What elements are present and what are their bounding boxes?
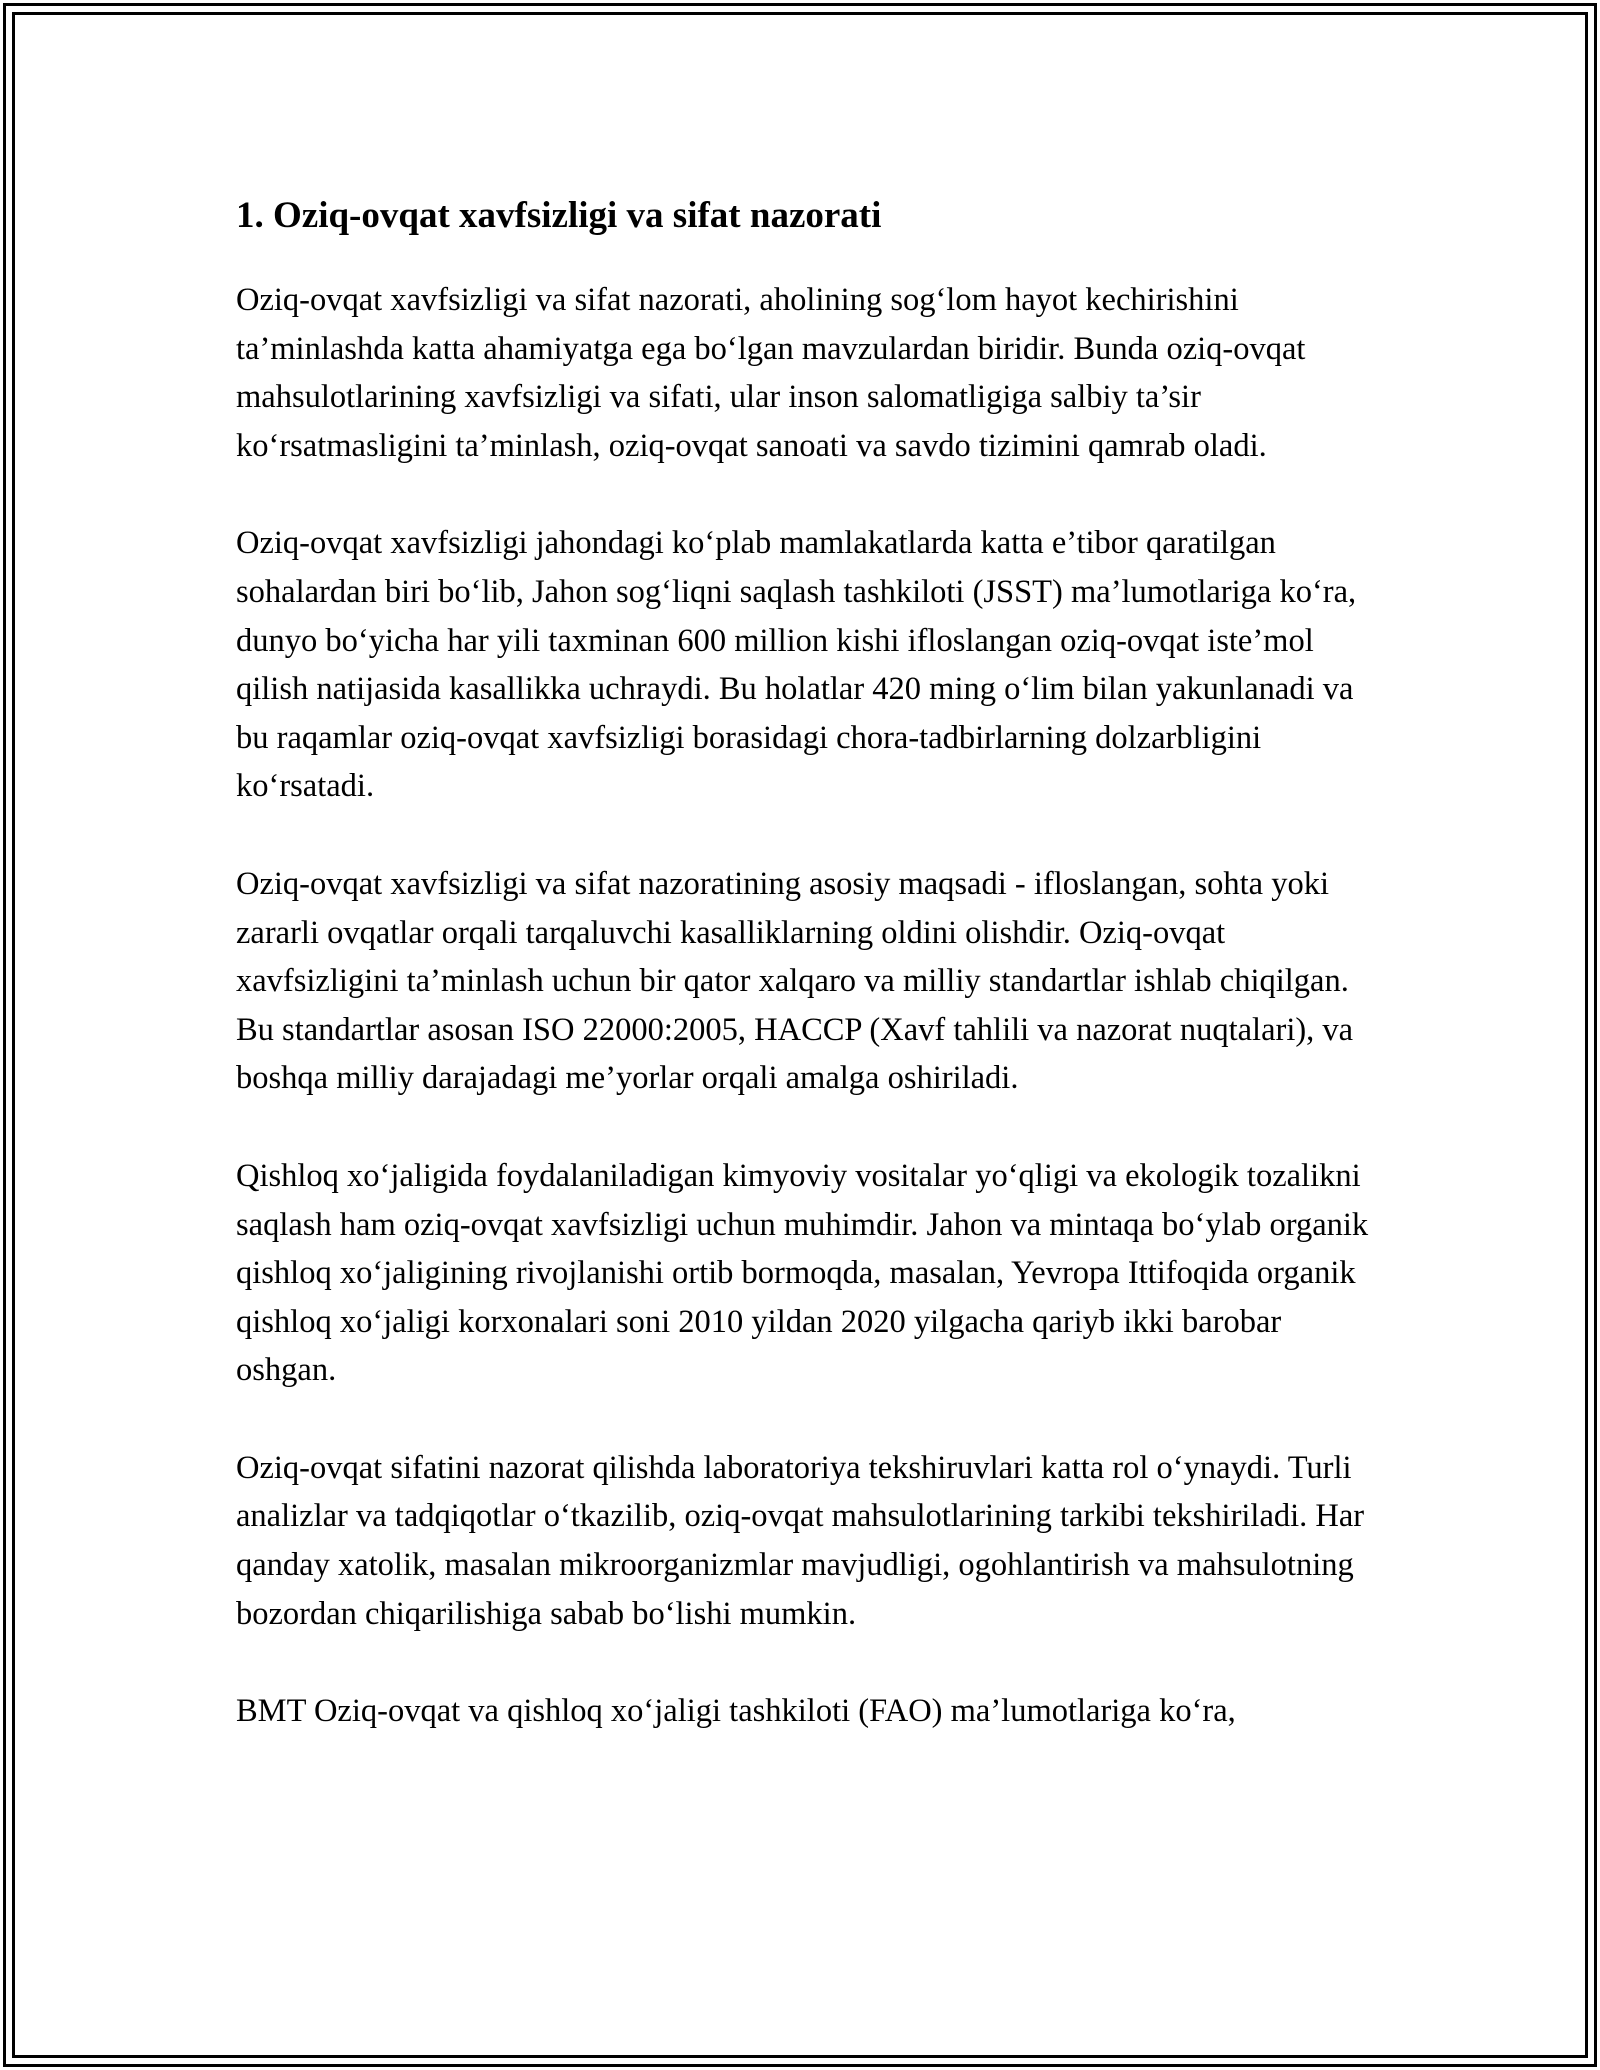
paragraph-6: BMT Oziq-ovqat va qishloq xo‘jaligi tashkiloti (FAO) ma’lumotlariga ko‘ra, xyxy=(236,1693,1236,1730)
paragraph-3: Oziq-ovqat xavfsizligi va sifat nazoratining asosiy maqsadi - ifloslangan, sohta yoki zararli ovqatlar orqali tarqaluvchi kasalliklarning oldini olishdir. Oziq-ovqat xavfsizligini ta’minlash uchun bir qator xalqaro va milliy standartlar ishlab chiqilgan. Bu standartlar asosan ISO 22000:2005, HACCP (Xavf tahlili va nazorat nuqtalari), va boshqa milliy darajadagi me’yorlar orqali amalga oshiriladi. xyxy=(236,865,1354,1097)
section-heading: 1. Oziq-ovqat xavfsizligi va sifat nazorati xyxy=(236,195,882,236)
paragraph-2: Oziq-ovqat xavfsizligi jahondagi ko‘plab mamlakatlarda katta e’tibor qaratilgan sohalardan biri bo‘lib, Jahon sog‘liqni saqlash tashkiloti (JSST) ma’lumotlariga ko‘ra, dunyo bo‘yicha har yili taxminan 600 million kishi ifloslangan oziq-ovqat iste’mol qilish natijasida kasallikka uchraydi. Bu holatlar 420 ming o‘lim bilan yakunlanadi va bu raqamlar oziq-ovqat xavfsizligi borasidagi chora-tadbirlarning dolzarbligini ko‘rsatadi. xyxy=(236,525,1357,805)
paragraph-5: Oziq-ovqat sifatini nazorat qilishda laboratoriya tekshiruvlari katta rol o‘ynaydi. Turli analizlar va tadqiqotlar o‘tkazilib, oziq-ovqat mahsulotlarining tarkibi tekshiriladi. Har qanday xatolik, masalan mikroorganizmlar mavjudligi, ogohlantirish va mahsulotning bozordan chiqarilishiga sabab bo‘lishi mumkin. xyxy=(236,1449,1365,1632)
paragraph-4: Qishloq xo‘jaligida foydalaniladigan kimyoviy vositalar yo‘qligi va ekologik tozalikni saqlash ham oziq-ovqat xavfsizligi uchun muhimdir. Jahon va mintaqa bo‘ylab organik qishloq xo‘jaligining rivojlanishi ortib bormoqda, masalan, Yevropa Ittifoqida organik qishloq xo‘jaligi korxonalari soni 2010 yildan 2020 yilgacha qariyb ikki barobar oshgan. xyxy=(236,1157,1369,1389)
document-body xyxy=(236,180,1376,1736)
paragraph-1: Oziq-ovqat xavfsizligi va sifat nazorati, aholining sog‘lom hayot kechirishini ta’minlashda katta ahamiyatga ega bo‘lgan mavzulardan biridir. Bunda oziq-ovqat mahsulotlarining xavfsizligi va sifati, ular inson salomatligiga salbiy ta’sir ko‘rsatmasligini ta’minlash, oziq-ovqat sanoati va savdo tizimini qamrab oladi. xyxy=(236,282,1306,464)
